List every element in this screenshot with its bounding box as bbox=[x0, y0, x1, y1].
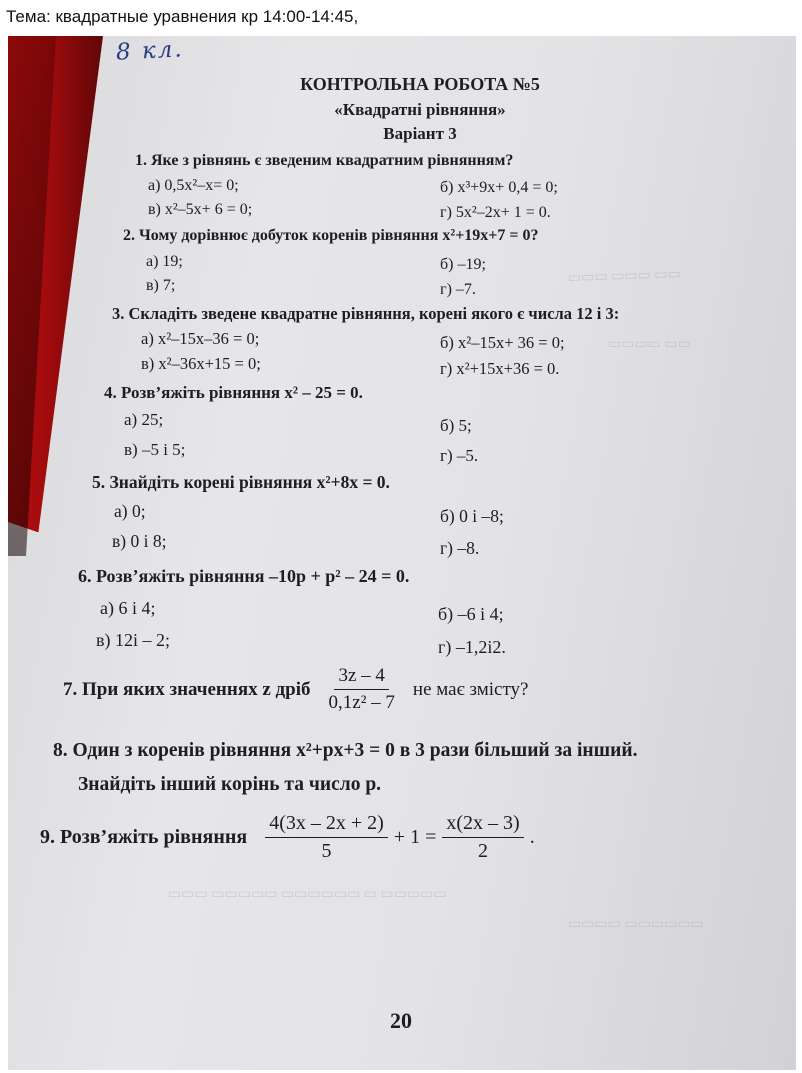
question-4: 4. Розв’яжіть рівняння x² – 25 = 0. bbox=[104, 383, 363, 402]
question-6-option-c: в) 12і – 2; bbox=[96, 630, 170, 650]
bleed-through-text: ▭▭▭▭ ▭▭▭▭▭▭ bbox=[568, 917, 704, 932]
question-8-line-1: 8. Один з коренів рівняння x²+px+3 = 0 в 3 рази більший за інший. bbox=[53, 740, 638, 761]
question-9-plus-one: + 1 = bbox=[393, 826, 437, 848]
question-5-option-a: а) 0; bbox=[114, 501, 146, 521]
question-6-option-d: г) –1,2і2. bbox=[438, 637, 506, 657]
question-2-option-c: в) 7; bbox=[146, 277, 176, 294]
question-1: 1. Яке з рівнянь є зведеним квадратним рівнянням? bbox=[135, 152, 514, 169]
question-3: 3. Складіть зведене квадратне рівняння, корені якого є числа 12 і 3: bbox=[112, 304, 620, 323]
question-6: 6. Розв’яжіть рівняння –10p + p² – 24 = 0. bbox=[78, 566, 410, 586]
question-3-option-a: а) x²–15x–36 = 0; bbox=[141, 329, 260, 348]
question-4-option-b: б) 5; bbox=[440, 416, 472, 435]
test-subtitle: «Квадратні рівняння» bbox=[334, 100, 506, 119]
question-4-option-c: в) –5 і 5; bbox=[124, 440, 186, 459]
question-9-lhs-numerator: 4(3x – 2x + 2) bbox=[265, 812, 388, 838]
question-9-lhs-denominator: 5 bbox=[321, 840, 332, 862]
question-2-option-b: б) –19; bbox=[440, 256, 486, 273]
question-2-option-d: г) –7. bbox=[440, 281, 476, 298]
page-number: 20 bbox=[390, 1008, 412, 1033]
question-6-option-a: а) 6 і 4; bbox=[100, 598, 156, 618]
question-4-option-a: а) 25; bbox=[124, 410, 164, 429]
question-7 bbox=[63, 665, 528, 714]
question-5-option-b: б) 0 і –8; bbox=[440, 506, 504, 526]
question-7-numerator: 3z – 4 bbox=[334, 665, 388, 690]
question-2: 2. Чому дорівнює добуток коренів рівняння x²+19x+7 = 0? bbox=[123, 227, 539, 244]
question-6-option-b: б) –6 і 4; bbox=[438, 604, 504, 624]
question-9-period: . bbox=[529, 826, 535, 848]
question-1-option-a: а) 0,5x²–x= 0; bbox=[148, 177, 239, 194]
topic-caption: Тема: квадратные уравнения кр 14:00-14:45, bbox=[6, 7, 359, 26]
question-9-rhs-fraction bbox=[442, 812, 523, 863]
question-9-text: 9. Розв’яжіть рівняння bbox=[40, 826, 248, 848]
question-5: 5. Знайдіть корені рівняння x²+8x = 0. bbox=[92, 472, 390, 492]
question-9-rhs-denominator: 2 bbox=[478, 840, 489, 862]
question-3-option-b: б) x²–15x+ 36 = 0; bbox=[440, 333, 565, 352]
question-4-option-d: г) –5. bbox=[440, 446, 479, 465]
question-8-line-2: Знайдіть інший корінь та число p. bbox=[78, 774, 382, 795]
test-title: КОНТРОЛЬНА РОБОТА №5 bbox=[300, 74, 540, 94]
question-7-denominator: 0,1z² – 7 bbox=[328, 692, 395, 713]
question-9 bbox=[40, 812, 535, 863]
question-5-option-c: в) 0 і 8; bbox=[112, 531, 167, 551]
bleed-through-text: ▭▭▭ ▭▭▭ ▭▭ bbox=[567, 267, 682, 286]
question-9-rhs-numerator: x(2x – 3) bbox=[442, 812, 523, 838]
bleed-through-text: ▭▭▭▭ ▭▭ bbox=[608, 337, 691, 352]
question-7-text: 7. При яких значеннях z дріб bbox=[63, 678, 311, 700]
question-1-option-b: б) x³+9x+ 0,4 = 0; bbox=[440, 179, 558, 196]
question-3-option-c: в) x²–36x+15 = 0; bbox=[141, 354, 261, 373]
question-7-tail: не має змісту? bbox=[412, 678, 529, 700]
question-7-fraction bbox=[329, 665, 395, 714]
question-2-option-a: а) 19; bbox=[146, 253, 183, 270]
bleed-through-text: ▭▭▭ ▭▭▭▭▭ ▭▭▭▭▭▭ ▭ ▭▭▭▭▭ bbox=[168, 887, 447, 902]
handwritten-note: 8 кл. bbox=[115, 36, 185, 66]
question-1-option-d: г) 5x²–2x+ 1 = 0. bbox=[440, 204, 551, 221]
test-variant: Варіант 3 bbox=[383, 124, 457, 143]
question-9-lhs-fraction bbox=[265, 812, 388, 863]
worksheet-photo bbox=[8, 36, 796, 1070]
question-5-option-d: г) –8. bbox=[440, 538, 480, 558]
question-1-option-c: в) x²–5x+ 6 = 0; bbox=[148, 201, 253, 218]
question-3-option-d: г) x²+15x+36 = 0. bbox=[440, 359, 560, 378]
